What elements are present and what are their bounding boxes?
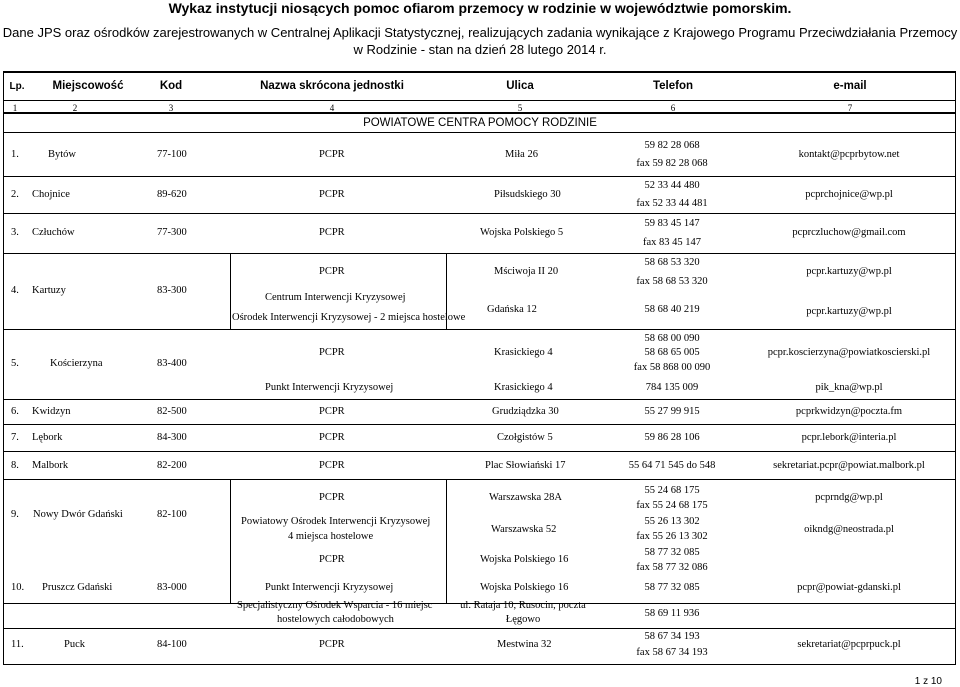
section-top-border: [3, 112, 956, 114]
row-code: 84-300: [157, 432, 187, 443]
row-phone: 58 69 11 936: [644, 608, 700, 619]
row-name: PCPR: [319, 460, 345, 471]
document-title: Wykaz instytucji niosących pomoc ofiarom przemocy w rodzinie w województwie pomorskim.: [168, 0, 792, 16]
row-code: 82-500: [157, 406, 187, 417]
row-email: pcprczluchow@gmail.com: [792, 227, 906, 238]
row-city: Lębork: [32, 432, 63, 443]
row-code: 82-200: [157, 460, 187, 471]
row-name: Powiatowy Ośrodek Interwencji Kryzysowej: [241, 516, 431, 527]
row-city: Kościerzyna: [50, 358, 103, 369]
row-email: kontakt@pcprbytow.net: [798, 149, 900, 160]
row-street: Łęgowo: [505, 614, 541, 625]
row-lp: 10.: [11, 582, 25, 593]
row-street: Warszawska 52: [491, 524, 557, 535]
col-header-city: Miejscowość: [52, 80, 124, 92]
row-name: PCPR: [319, 266, 345, 277]
row-phone: 55 24 68 175: [644, 485, 700, 496]
col-number: 7: [847, 103, 853, 113]
row-name: 4 miejsca hostelowe: [288, 531, 374, 542]
row-city: Kartuzy: [32, 285, 66, 296]
subtitle-line-1: Dane JPS oraz ośrodków zarejestrowanych w Centralnej Aplikacji Statystycznej, realizujących zadania wynikające z Krajowego Programu Przeciwdziałania Przemocy: [2, 25, 958, 40]
row-name: Specjalistyczny Ośrodek Wsparcia - 16 miejsc: [237, 600, 433, 611]
row-name: PCPR: [319, 347, 345, 358]
row-fax: fax 59 82 28 068: [636, 158, 708, 169]
row-code: 83-000: [157, 582, 187, 593]
row-lp: 3.: [11, 227, 19, 238]
col-header-name: Nazwa skrócona jednostki: [260, 80, 404, 92]
row-fax: fax 58 77 32 086: [636, 562, 708, 573]
row-code: 89-620: [157, 189, 187, 200]
row-name: PCPR: [319, 227, 345, 238]
row-city: Człuchów: [32, 227, 75, 238]
row-phone: 58 77 32 085: [644, 582, 700, 593]
row-name: PCPR: [319, 432, 345, 443]
row-street: Gdańska 12: [487, 304, 537, 315]
row-name: PCPR: [319, 149, 345, 160]
row-street: Krasickiego 4: [494, 382, 553, 393]
row-street: Czołgistów 5: [497, 432, 553, 443]
row-divider: [3, 451, 956, 452]
row-city: Kwidzyn: [32, 406, 71, 417]
table-bottom-border: [3, 664, 956, 665]
row-lp: 7.: [11, 432, 19, 443]
row-phone: 58 68 65 005: [644, 347, 700, 358]
document-subtitle: [0, 24, 960, 58]
row-phone: 58 68 40 219: [644, 304, 700, 315]
row-code: 83-300: [157, 285, 187, 296]
row-lp: 2.: [11, 189, 19, 200]
row-email: pcpr.kartuzy@wp.pl: [806, 266, 892, 277]
row-email: pcpr@powiat-gdanski.pl: [797, 582, 901, 593]
row-fax: fax 55 24 68 175: [636, 500, 708, 511]
cell-divider: [230, 479, 231, 603]
row-lp: 11.: [11, 639, 24, 650]
row-street: Miła 26: [505, 149, 538, 160]
row-divider: [3, 213, 956, 214]
row-divider: [3, 424, 956, 425]
row-name: hostelowych całodobowych: [277, 614, 394, 625]
row-email: sekretariat.pcpr@powiat.malbork.pl: [773, 460, 925, 471]
row-phone: 59 83 45 147: [644, 218, 700, 229]
row-email: pcprchojnice@wp.pl: [805, 189, 893, 200]
row-fax: fax 83 45 147: [642, 237, 702, 248]
row-lp: 8.: [11, 460, 19, 471]
row-street: Wojska Polskiego 16: [480, 554, 569, 565]
row-lp: 1.: [11, 149, 19, 160]
row-street: Warszawska 28A: [489, 492, 562, 503]
row-divider: [3, 253, 956, 254]
row-phone: 59 82 28 068: [644, 140, 700, 151]
row-email: pcpr.koscierzyna@powiatkoscierski.pl: [767, 347, 931, 358]
section-divider: [3, 132, 956, 133]
row-street: Piłsudskiego 30: [494, 189, 561, 200]
row-lp: 5.: [11, 358, 19, 369]
row-street: Wojska Polskiego 16: [480, 582, 569, 593]
row-phone: 55 27 99 915: [644, 406, 700, 417]
header-divider: [3, 100, 956, 101]
row-code: 82-100: [157, 509, 187, 520]
row-phone: 55 64 71 545 do 548: [628, 460, 716, 471]
row-name: PCPR: [319, 554, 345, 565]
row-fax: fax 58 868 00 090: [633, 362, 711, 373]
row-divider: [3, 399, 956, 400]
row-email: pcprkwidzyn@poczta.fm: [795, 406, 903, 417]
table-top-border: [3, 71, 956, 73]
row-phone: 58 68 00 090: [644, 333, 700, 344]
row-name: Centrum Interwencji Kryzysowej: [265, 292, 406, 303]
row-email: pcprndg@wp.pl: [815, 492, 883, 503]
col-header-email: e-mail: [833, 80, 867, 92]
row-email: sekretariat@pcprpuck.pl: [797, 639, 901, 650]
row-code: 77-300: [157, 227, 187, 238]
row-phone: 59 86 28 106: [644, 432, 700, 443]
row-phone: 784 135 009: [645, 382, 699, 393]
row-divider: [3, 628, 956, 629]
row-phone: 52 33 44 480: [644, 180, 700, 191]
row-fax: fax 58 68 53 320: [636, 276, 708, 287]
row-street: Krasickiego 4: [494, 347, 553, 358]
row-street: Grudziądzka 30: [492, 406, 559, 417]
cell-divider: [446, 479, 447, 603]
row-phone: 58 77 32 085: [644, 547, 700, 558]
row-city: Nowy Dwór Gdański: [33, 509, 123, 520]
col-number: 4: [329, 103, 335, 113]
row-street: ul. Rataja 10, Rusocin, poczta: [460, 600, 586, 611]
row-divider: [3, 479, 956, 480]
row-phone: 58 67 34 193: [644, 631, 700, 642]
row-fax: fax 58 67 34 193: [636, 647, 708, 658]
row-name: PCPR: [319, 189, 345, 200]
row-name: PCPR: [319, 639, 345, 650]
page-indicator: 1 z 10: [914, 676, 942, 687]
row-lp: 4.: [11, 285, 19, 296]
row-email: pcpr.kartuzy@wp.pl: [806, 306, 892, 317]
row-divider: [3, 176, 956, 177]
row-email: pik_kna@wp.pl: [815, 382, 883, 393]
row-code: 84-100: [157, 639, 187, 650]
row-name: PCPR: [319, 492, 345, 503]
col-header-code: Kod: [159, 80, 183, 92]
row-name: Ośrodek Interwencji Kryzysowej - 2 miejsca hostelowe: [232, 312, 466, 323]
section-title: POWIATOWE CENTRA POMOCY RODZINIE: [363, 117, 597, 129]
row-code: 83-400: [157, 358, 187, 369]
row-lp: 6.: [11, 406, 19, 417]
table-left-border: [3, 71, 4, 664]
col-number: 2: [72, 103, 78, 113]
row-fax: fax 52 33 44 481: [636, 198, 708, 209]
row-city: Chojnice: [32, 189, 70, 200]
row-street: Mściwoja II 20: [494, 266, 559, 277]
row-street: Mestwina 32: [497, 639, 552, 650]
col-header-street: Ulica: [506, 80, 534, 92]
row-email: oikndg@neostrada.pl: [804, 524, 894, 535]
row-city: Puck: [64, 639, 85, 650]
col-number: 6: [670, 103, 676, 113]
row-phone: 55 26 13 302: [644, 516, 700, 527]
row-name: Punkt Interwencji Kryzysowej: [265, 382, 394, 393]
row-fax: fax 55 26 13 302: [636, 531, 708, 542]
subtitle-line-2: w Rodzinie - stan na dzień 28 lutego 2014 r.: [353, 42, 607, 57]
col-number: 1: [12, 103, 18, 113]
col-number: 5: [517, 103, 523, 113]
row-divider: [3, 329, 956, 330]
col-number: 3: [168, 103, 174, 113]
col-header-phone: Telefon: [652, 80, 694, 92]
row-phone: 58 68 53 320: [644, 257, 700, 268]
row-city: Bytów: [48, 149, 77, 160]
row-lp: 9.: [11, 509, 19, 520]
table-right-border: [955, 71, 956, 664]
cell-divider: [230, 253, 231, 329]
row-city: Pruszcz Gdański: [42, 582, 113, 593]
row-city: Malbork: [32, 460, 69, 471]
row-name: Punkt Interwencji Kryzysowej: [265, 582, 394, 593]
row-email: pcpr.lebork@interia.pl: [801, 432, 897, 443]
row-name: PCPR: [319, 406, 345, 417]
row-street: Plac Słowiański 17: [485, 460, 566, 471]
row-code: 77-100: [157, 149, 187, 160]
row-street: Wojska Polskiego 5: [480, 227, 564, 238]
col-header-lp: Lp.: [9, 81, 25, 92]
